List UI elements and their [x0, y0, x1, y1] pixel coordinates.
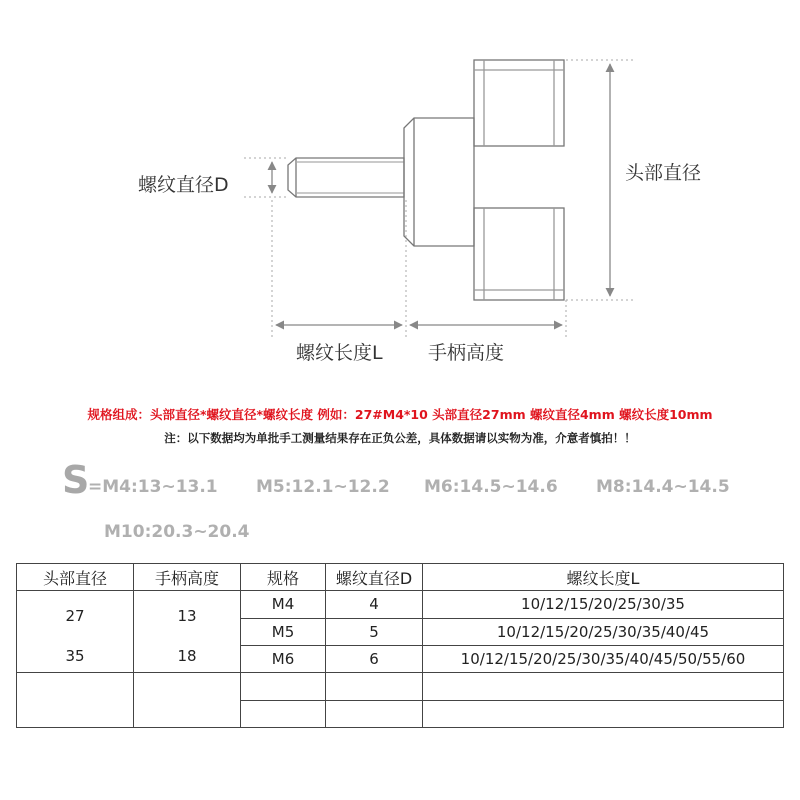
head-diameter-label: 头部直径: [625, 162, 702, 184]
table-row: [17, 591, 784, 618]
s-value-m4: =M4:13~13.1: [88, 477, 218, 497]
spec-table: [16, 563, 784, 728]
handle-height-cell: [134, 591, 241, 673]
thread-diameter-cell: 5: [326, 618, 423, 645]
spec-cell: M4: [241, 591, 326, 618]
thread-diameter-label: 螺纹直径D: [138, 174, 229, 196]
s-value-m8: M8:14.4~14.5: [596, 477, 730, 497]
empty-cell: [241, 673, 326, 700]
thread-length-cell: 10/12/15/20/25/30/35/40/45: [423, 618, 784, 645]
screw-drawing: [0, 0, 800, 380]
handle-height-18: 18: [177, 647, 197, 666]
knob-lower: [474, 208, 564, 300]
empty-cell: [17, 673, 134, 728]
thread-length-label: 螺纹长度L: [296, 342, 383, 364]
header-thread-diameter: 螺纹直径D: [326, 564, 423, 591]
disclaimer-note: 注：以下数据均为单批手工测量结果存在正负公差，具体数据请以实物为准，介意者慎拍！！: [164, 431, 636, 445]
head-diameter-cell: [17, 591, 134, 673]
table-row-empty: [17, 673, 784, 700]
header-handle-height: 手柄高度: [134, 564, 241, 591]
s-value-m6: M6:14.5~14.6: [424, 477, 558, 497]
thread-length-cell: 10/12/15/20/25/30/35/40/45/50/55/60: [423, 645, 784, 672]
spec-cell: M6: [241, 645, 326, 672]
knob-upper: [474, 60, 564, 146]
spec-composition-note: 规格组成：头部直径*螺纹直径*螺纹长度 例如：27#M4*10 头部直径27mm 螺纹直径4mm 螺纹长度10mm: [87, 407, 713, 422]
thread-shaft: [288, 158, 404, 197]
header-thread-length: 螺纹长度L: [423, 564, 784, 591]
empty-cell: [326, 673, 423, 700]
head-diameter-27: 27: [65, 607, 85, 626]
header-spec: 规格: [241, 564, 326, 591]
spec-cell: M5: [241, 618, 326, 645]
thread-diameter-cell: 4: [326, 591, 423, 618]
empty-cell: [423, 700, 784, 727]
head-diameter-35: 35: [65, 647, 85, 666]
empty-cell: [423, 673, 784, 700]
empty-cell: [241, 700, 326, 727]
s-symbol: S: [62, 458, 90, 502]
thread-length-cell: 10/12/15/20/25/30/35: [423, 591, 784, 618]
handle-height-13: 13: [177, 607, 197, 626]
empty-cell: [326, 700, 423, 727]
empty-cell: [134, 673, 241, 728]
handle-height-label: 手柄高度: [428, 342, 505, 364]
table-header-row: [17, 564, 784, 591]
thread-diameter-cell: 6: [326, 645, 423, 672]
s-value-m5: M5:12.1~12.2: [256, 477, 390, 497]
header-head-diameter: 头部直径: [17, 564, 134, 591]
s-value-m10: M10:20.3~20.4: [104, 522, 250, 542]
